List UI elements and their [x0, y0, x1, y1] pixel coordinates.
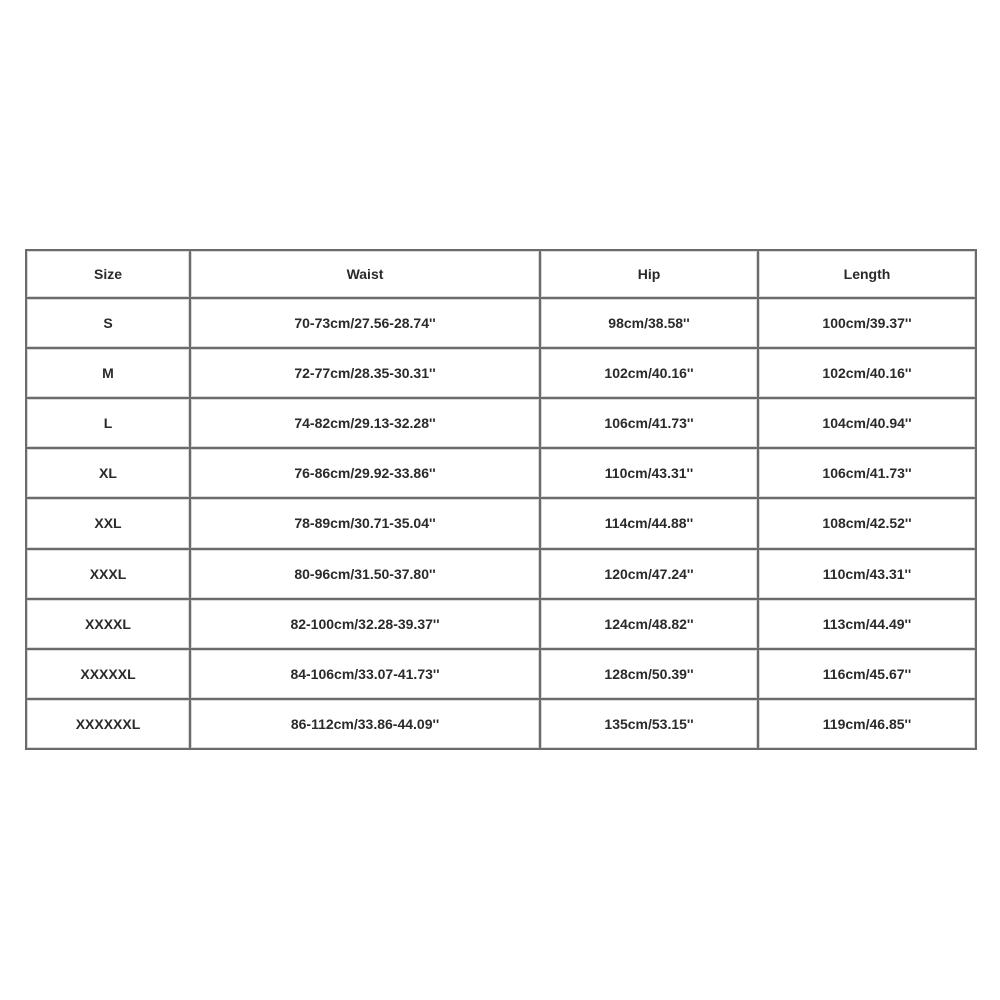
cell-waist: 76-86cm/29.92-33.86'' — [190, 448, 540, 498]
cell-waist: 80-96cm/31.50-37.80'' — [190, 549, 540, 599]
table-row — [26, 649, 976, 699]
header-size: Size — [26, 250, 190, 298]
table-row — [26, 298, 976, 348]
cell-waist: 78-89cm/30.71-35.04'' — [190, 498, 540, 548]
header-length: Length — [758, 250, 976, 298]
table-row — [26, 699, 976, 749]
table-row — [26, 398, 976, 448]
cell-size: XXXXXL — [26, 649, 190, 699]
cell-hip: 120cm/47.24'' — [540, 549, 758, 599]
cell-size: M — [26, 348, 190, 398]
cell-length: 104cm/40.94'' — [758, 398, 976, 448]
cell-size: XL — [26, 448, 190, 498]
cell-size: L — [26, 398, 190, 448]
cell-length: 116cm/45.67'' — [758, 649, 976, 699]
cell-size: XXL — [26, 498, 190, 548]
cell-hip: 135cm/53.15'' — [540, 699, 758, 749]
header-waist: Waist — [190, 250, 540, 298]
cell-length: 119cm/46.85'' — [758, 699, 976, 749]
cell-waist: 70-73cm/27.56-28.74'' — [190, 298, 540, 348]
table-row — [26, 448, 976, 498]
table-row — [26, 348, 976, 398]
cell-waist: 84-106cm/33.07-41.73'' — [190, 649, 540, 699]
table-row — [26, 549, 976, 599]
cell-waist: 82-100cm/32.28-39.37'' — [190, 599, 540, 649]
cell-hip: 114cm/44.88'' — [540, 498, 758, 548]
cell-waist: 72-77cm/28.35-30.31'' — [190, 348, 540, 398]
cell-length: 108cm/42.52'' — [758, 498, 976, 548]
cell-length: 106cm/41.73'' — [758, 448, 976, 498]
cell-hip: 124cm/48.82'' — [540, 599, 758, 649]
cell-size: XXXL — [26, 549, 190, 599]
table-row — [26, 498, 976, 548]
cell-length: 100cm/39.37'' — [758, 298, 976, 348]
cell-hip: 102cm/40.16'' — [540, 348, 758, 398]
table-header-row — [26, 250, 976, 298]
cell-length: 102cm/40.16'' — [758, 348, 976, 398]
cell-size: XXXXXXL — [26, 699, 190, 749]
cell-length: 110cm/43.31'' — [758, 549, 976, 599]
cell-waist: 86-112cm/33.86-44.09'' — [190, 699, 540, 749]
cell-hip: 106cm/41.73'' — [540, 398, 758, 448]
cell-hip: 110cm/43.31'' — [540, 448, 758, 498]
cell-size: S — [26, 298, 190, 348]
size-chart-table — [25, 249, 977, 750]
table-row — [26, 599, 976, 649]
cell-waist: 74-82cm/29.13-32.28'' — [190, 398, 540, 448]
cell-size: XXXXL — [26, 599, 190, 649]
cell-length: 113cm/44.49'' — [758, 599, 976, 649]
header-hip: Hip — [540, 250, 758, 298]
cell-hip: 98cm/38.58'' — [540, 298, 758, 348]
cell-hip: 128cm/50.39'' — [540, 649, 758, 699]
